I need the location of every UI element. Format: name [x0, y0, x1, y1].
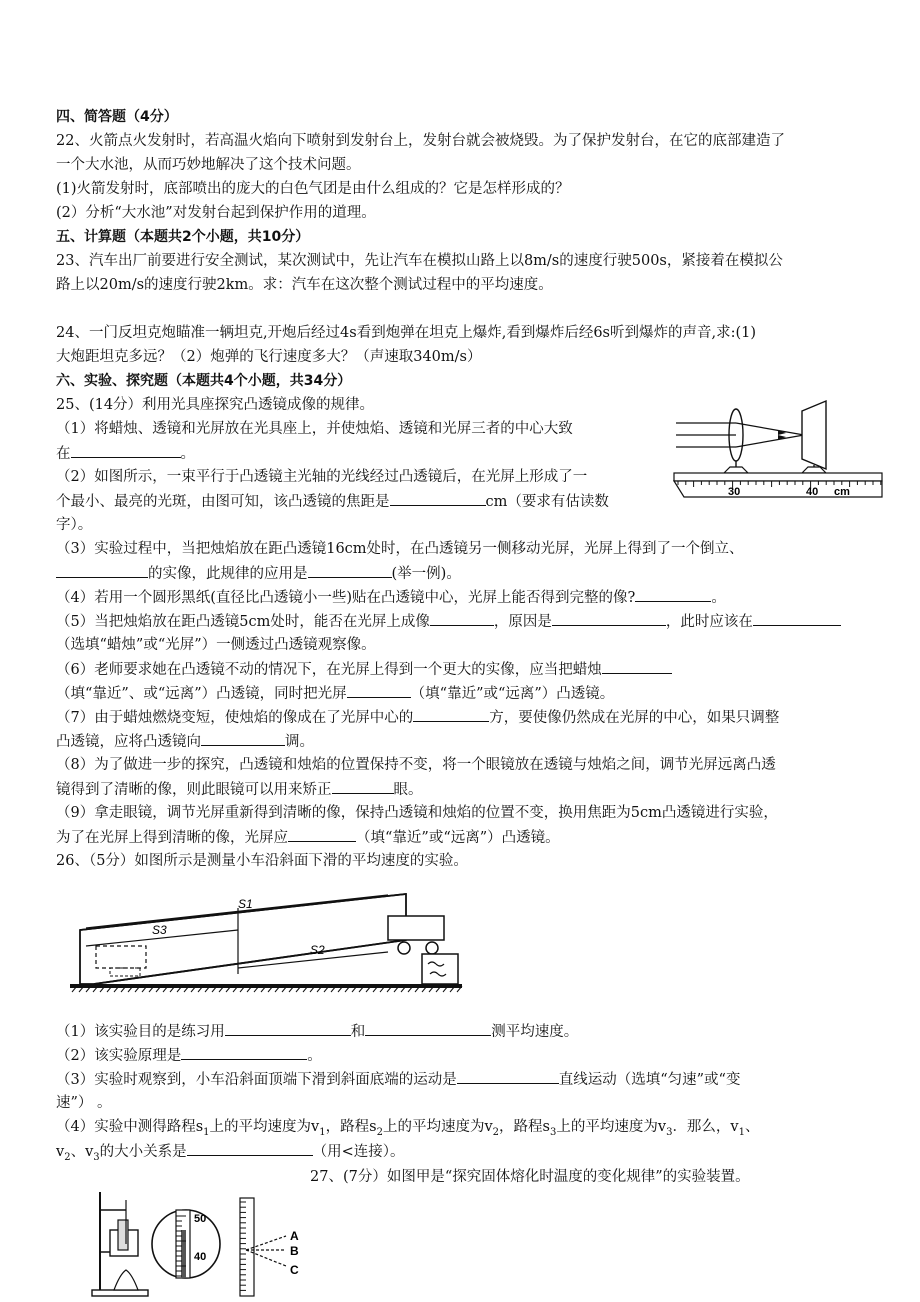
q27-title: 27、(7分）如图甲是“探究固体熔化时温度的变化规律”的实验装置。 [310, 1169, 750, 1185]
view-label-c: C [290, 1263, 299, 1277]
melting-apparatus-figure [90, 1186, 320, 1300]
q25-part-5-cont: （选填“蜡烛”或“光屏”）一侧透过凸透镜观察像。 [56, 637, 376, 653]
answer-blank[interactable] [181, 1044, 307, 1060]
q26-part-4-cont: $v_2$、$v_3$的大小关系是 （用<连接）。 [56, 1140, 405, 1169]
q26-part-3: （3）实验时观察到，小车沿斜面顶端下滑到斜面底端的运动是 直线运动（选填“匀速”或“变 [56, 1068, 740, 1091]
answer-blank[interactable] [347, 682, 411, 698]
s2-label: S2 [310, 943, 325, 957]
q25-part-9-cont: 为了在光屏上得到清晰的像，光屏应 （填“靠近”或“远离”）凸透镜。 [56, 826, 560, 849]
q25-part-4: （4）若用一个圆形黑纸(直径比凸透镜小一些)贴在凸透镜中心，光屏上能否得到完整的像? 。 [56, 586, 726, 609]
section-6-heading: 六、实验、探究题（本题共4个小题，共34分） [56, 373, 352, 389]
answer-blank[interactable] [602, 658, 672, 674]
cart-wheel-icon [398, 942, 410, 954]
temp-label-50: 50 [194, 1213, 207, 1225]
cart-icon [388, 916, 444, 940]
bench-rail [674, 473, 882, 481]
q22-line-2: 一个大水池，从而巧妙地解决了这个技术问题。 [56, 157, 361, 173]
answer-blank[interactable] [332, 778, 394, 794]
answer-blank[interactable] [308, 562, 392, 578]
lens-holder [724, 467, 748, 473]
stand-base [92, 1290, 148, 1296]
answer-blank[interactable] [56, 562, 148, 578]
q26-part-3-cont: 速”） 。 [56, 1095, 112, 1111]
q25-part-3-cont: 的实像，此规律的应用是 (举一例)。 [56, 562, 461, 585]
answer-blank[interactable] [753, 610, 841, 626]
q24-line-2: 大炮距坦克多远？（2）炮弹的飞行速度多大？（声速取340m/s） [56, 349, 482, 365]
section-4-heading: 四、简答题（4分） [56, 109, 178, 125]
answer-blank[interactable] [365, 1020, 491, 1036]
ruler-body [674, 481, 882, 497]
tick-label-30: 30 [728, 486, 741, 498]
answer-blank[interactable] [187, 1140, 313, 1156]
q23-line-1: 23、汽车出厂前要进行安全测试，某次测试中，先让汽车在模拟山路上以8m/s的速度行驶500s，紧接着在模拟公 [56, 253, 783, 269]
support-block [422, 954, 458, 984]
q22-sub-2: (2）分析“大水池”对发射台起到保护作用的道理。 [56, 205, 376, 221]
answer-blank[interactable] [71, 442, 181, 458]
q24-line-1: 24、一门反坦克炮瞄准一辆坦克,开炮后经过4s看到炮弹在坦克上爆炸,看到爆炸后经6s听到爆炸的声音,求:(1) [56, 325, 757, 341]
q25-part-7-cont: 凸透镜，应将凸透镜向 调。 [56, 730, 314, 753]
answer-blank[interactable] [457, 1068, 559, 1084]
q25-part-2: （2）如图所示，一束平行于凸透镜主光轴的光线经过凸透镜后，在光屏上形成了一 [56, 469, 588, 485]
q25-part-1: （1）将蜡烛、透镜和光屏放在光具座上，并使烛焰、透镜和光屏三者的中心大致 [56, 421, 573, 437]
ray-line [736, 435, 804, 447]
q25-part-8-cont: 镜得到了清晰的像，则此眼镜可以用来矫正 眼。 [56, 778, 423, 801]
q23-line-2: 路上以20m/s的速度行驶2km。求：汽车在这次整个测试过程中的平均速度。 [56, 277, 553, 293]
incline-figure [66, 888, 466, 1000]
q25-part-8: （8）为了做进一步的探究，凸透镜和烛焰的位置保持不变，将一个眼镜放在透镜与烛焰之间，调节光屏远离凸透 [56, 757, 776, 773]
answer-blank[interactable] [635, 586, 711, 602]
temp-label-40: 40 [194, 1251, 207, 1263]
q22-sub-1: (1)火箭发射时，底部喷出的庞大的白色气团是由什么组成的？它是怎样形成的？ [56, 181, 570, 197]
light-screen-icon [802, 401, 826, 469]
ray-line [736, 423, 804, 435]
unit-label: cm [834, 486, 850, 498]
q25-part-6: （6）老师要求她在凸透镜不动的情况下，在光屏上得到一个更大的实像，应当把蜡烛 [56, 658, 672, 681]
tick-label-40: 40 [806, 486, 819, 498]
q25-part-5: （5）当把烛焰放在距凸透镜5cm处时，能否在光屏上成像 ，原因是 ，此时应该在 [56, 610, 841, 633]
answer-blank[interactable] [288, 826, 356, 842]
q25-part-7: （7）由于蜡烛燃烧变短，使烛焰的像成在了光屏中心的 方，要使像仍然成在光屏的中心，如果只调整 [56, 706, 779, 729]
q26-part-1: （1）该实验目的是练习用 和 测平均速度。 [56, 1020, 578, 1043]
q25-part-2-end: 字）。 [56, 517, 93, 533]
q25-part-2-cont: 个最小、最亮的光斑，由图可知，该凸透镜的焦距是 cm（要求有估读数 [56, 490, 609, 513]
cart-wheel-icon [426, 942, 438, 954]
section-5-heading: 五、计算题（本题共2个小题，共10分） [56, 229, 310, 245]
q26-part-4: （4）实验中测得路程$s_1$上的平均速度为$v_1$，路程$s_2$上的平均速度为$v_2$，路程$s_3$上的平均速度为$v_3$．那么，$v_1$、 [56, 1119, 760, 1138]
s1-label: S1 [238, 897, 253, 911]
q25-part-9: （9）拿走眼镜，调节光屏重新得到清晰的像，保持凸透镜和烛焰的位置不变，换用焦距为5cm凸透镜进行实验， [56, 805, 778, 821]
answer-blank[interactable] [201, 730, 285, 746]
optical-bench-figure [668, 393, 888, 503]
burner-icon [114, 1270, 138, 1290]
answer-blank[interactable] [552, 610, 666, 626]
view-label-b: B [290, 1244, 299, 1258]
q25-title: 25、(14分）利用光具座探究凸透镜成像的规律。 [56, 397, 375, 413]
q25-part-6-cont: （填“靠近”、或“远离”）凸透镜，同时把光屏 （填“靠近”或“远离”）凸透镜。 [56, 682, 614, 705]
q25-part-1-answer: 在 。 [56, 442, 195, 465]
q22-line-1: 22、火箭点火发射时，若高温火焰向下喷射到发射台上，发射台就会被烧毁。为了保护发射台，在它的底部建造了 [56, 133, 785, 149]
answer-blank[interactable] [413, 706, 489, 722]
q26-title: 26、（5分）如图所示是测量小车沿斜面下滑的平均速度的实验。 [56, 853, 468, 869]
view-label-a: A [290, 1229, 299, 1243]
s3-label: S3 [152, 923, 167, 937]
answer-blank[interactable] [430, 610, 494, 626]
q25-part-3: （3）实验过程中，当把烛焰放在距凸透镜16cm处时，在凸透镜另一侧移动光屏，光屏上得到了一个倒立、 [56, 541, 744, 557]
answer-blank[interactable] [225, 1020, 351, 1036]
answer-blank[interactable] [390, 490, 486, 506]
q26-part-2: （2）该实验原理是 。 [56, 1044, 322, 1067]
